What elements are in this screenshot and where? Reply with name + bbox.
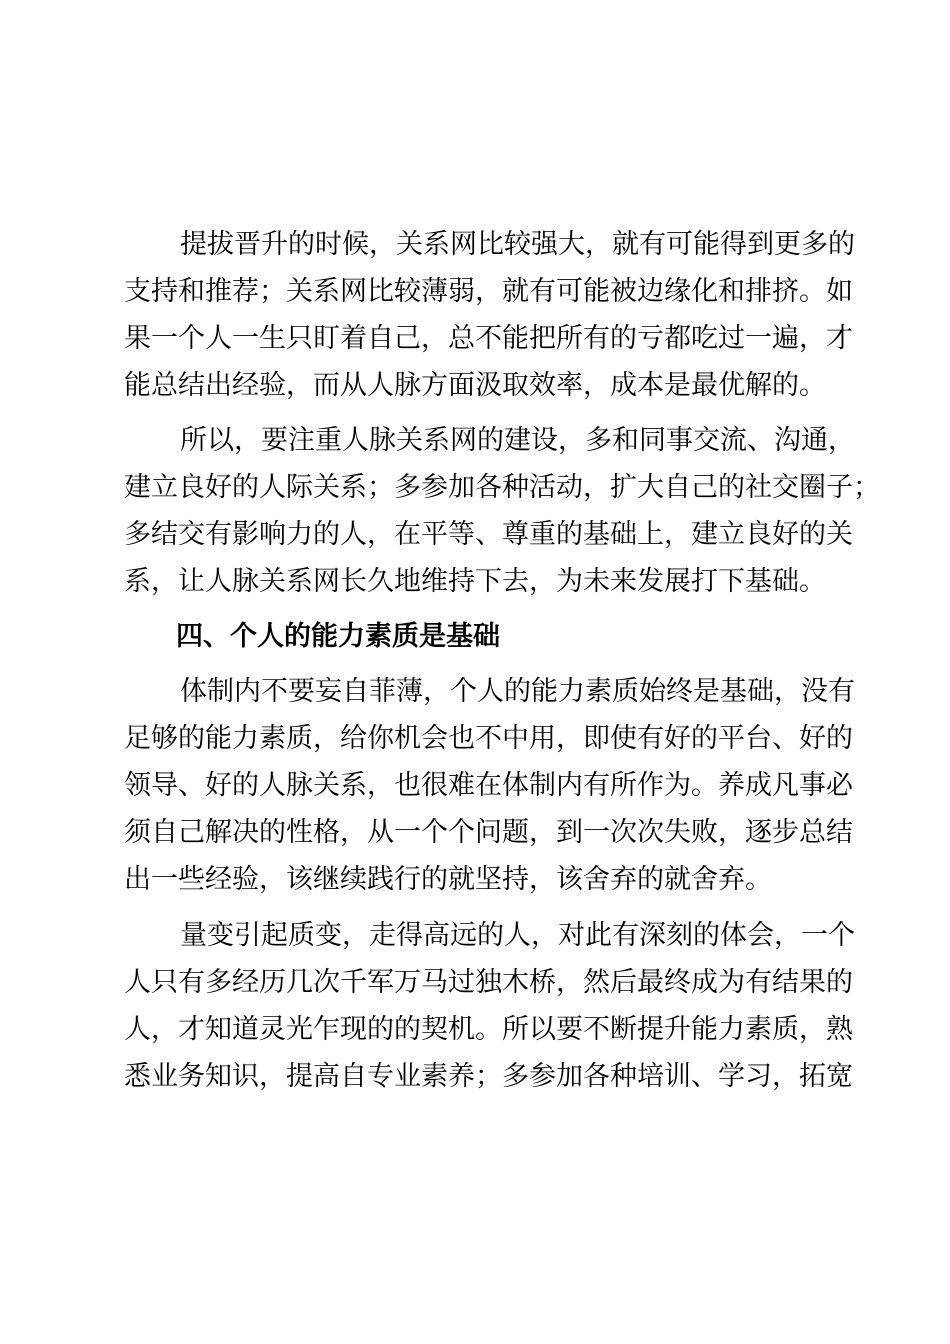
- section-heading: 四、个人的能力素质是基础: [176, 621, 500, 652]
- text-line: 须自己解决的性格，从一个个问题，到一次次失败，逐步总结: [124, 817, 853, 848]
- text-line: 领导、好的人脉关系，也很难在体制内有所作为。养成凡事必: [124, 770, 853, 801]
- text-line: 体制内不要妄自菲薄，个人的能力素质始终是基础，没有: [180, 676, 855, 707]
- text-line: 支持和推荐；关系网比较薄弱，就有可能被边缘化和排挤。如: [124, 276, 853, 307]
- text-line: 人只有多经历几次千军万马过独木桥，然后最终成为有结果的: [124, 967, 853, 998]
- text-line: 所以，要注重人脉关系网的建设，多和同事交流、沟通，: [180, 425, 855, 456]
- text-line: 果一个人一生只盯着自己，总不能把所有的亏都吃过一遍，才: [124, 323, 853, 354]
- text-line: 人，才知道灵光乍现的的契机。所以要不断提升能力素质，熟: [124, 1014, 853, 1045]
- text-line: 量变引起质变，走得高远的人，对此有深刻的体会，一个: [180, 920, 855, 951]
- text-line: 建立良好的人际关系；多参加各种活动，扩大自己的社交圈子；: [124, 472, 880, 503]
- text-line: 足够的能力素质，给你机会也不中用，即使有好的平台、好的: [124, 723, 853, 754]
- text-line: 提拔晋升的时候，关系网比较强大，就有可能得到更多的: [180, 229, 855, 260]
- text-line: 多结交有影响力的人，在平等、尊重的基础上，建立良好的关: [124, 519, 853, 550]
- text-line: 系，让人脉关系网长久地维持下去，为未来发展打下基础。: [124, 566, 826, 597]
- text-line: 能总结出经验，而从人脉方面汲取效率，成本是最优解的。: [124, 370, 826, 401]
- text-line: 悉业务知识，提高自专业素养；多参加各种培训、学习，拓宽: [124, 1061, 853, 1092]
- text-line: 出一些经验，该继续践行的就坚持，该舍弃的就舍弃。: [124, 864, 772, 895]
